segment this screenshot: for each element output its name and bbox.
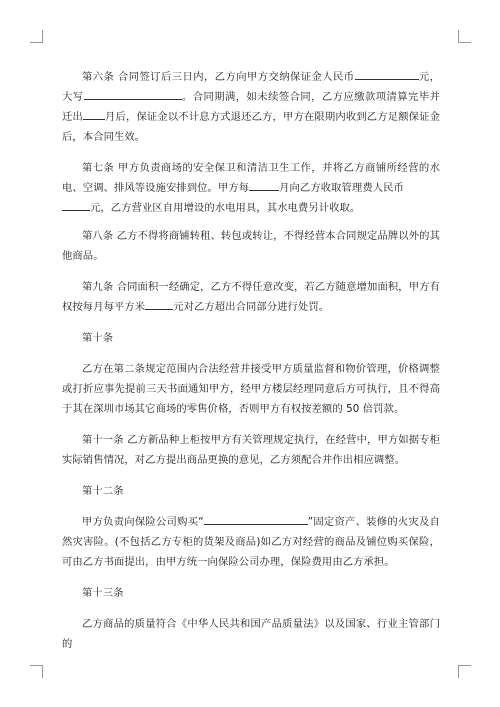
insurance-item-blank: [204, 513, 308, 525]
article-6-text-b: 元，大写: [62, 71, 441, 103]
penalty-rate-blank: [145, 298, 173, 310]
article-6-text-d: 月后，保证金以不计息方式退还乙方，甲方在限期内收到乙方足额保证金后，本合同生效。: [62, 111, 441, 143]
deposit-amount-words-blank: [84, 88, 182, 100]
article-12: [62, 512, 440, 572]
article-9-text-a: 第九条 合同面积一经确定，乙方不得任意改变，若乙方随意增加面积，甲方有权按每月每平方米: [62, 281, 440, 313]
article-7-text-b: 月向乙方收取管理费人民币: [279, 182, 404, 194]
crop-mark-top-right: [458, 30, 471, 43]
article-12-text-b: ”固定资产、装修的火灾及自然灾害险。(不包括乙方专柜的货架及商品)如乙方对经营的商品及铺位购买保险，可由乙方书面提出，由甲方统一向保险公司办理，保险费用由乙方承担。: [62, 516, 440, 568]
crop-mark-bottom-left: [30, 665, 43, 678]
management-fee-blank: [62, 199, 90, 211]
article-6: [62, 67, 440, 147]
refund-months-blank: [83, 108, 105, 120]
article-11: 第十一条 乙方新品种上柜按甲方有关管理规定执行，在经营中，甲方如据专柜实际销售情况，对乙方提出商品更换的意见，乙方须配合并作出相应调整。: [62, 434, 440, 466]
article-7: [62, 158, 440, 218]
article-13: 乙方商品的质量符合《中华人民共和国产品质量法》以及国家、行业主管部门的: [62, 618, 440, 650]
article-12-heading: 第十二条: [82, 485, 124, 497]
deposit-amount-blank: [355, 68, 419, 80]
article-9-text-b: 元对乙方超出合同部分进行处罚。: [173, 301, 330, 313]
article-6-text-a: 第六条 合同签订后三日内，乙方向甲方交纳保证金人民币: [82, 71, 355, 83]
article-13-heading: 第十三条: [82, 587, 124, 599]
fee-period-blank: [249, 179, 279, 191]
article-10: 乙方在第二条规定范围内合法经营并接受甲方质量监督和物价管理，价格调整或打折应事先提前三天书面通知甲方，经甲方楼层经理同意后方可执行，且不得高于其在深圳市场其它商场的零售价格，否则甲方有权按差额的 50 倍罚款。: [62, 363, 440, 415]
article-12-text-a: 甲方负责向保险公司购买“: [82, 516, 204, 528]
crop-mark-top-left: [30, 30, 43, 43]
article-7-text-c: 元，乙方营业区自用增设的水电用具，其水电费另计收取。: [90, 202, 361, 214]
article-9: [62, 277, 440, 317]
crop-mark-bottom-right: [458, 665, 471, 678]
article-10-heading: 第十条: [82, 332, 114, 344]
document-body: [62, 67, 440, 665]
article-8: 第八条 乙方不得将商铺转租、转包或转让，不得经营本合同规定品牌以外的其他商品。: [62, 230, 440, 262]
article-7-text-a: 第七条 甲方负责商场的安全保卫和清洁卫生工作，并将乙方商铺所经营的水电、空调、排风等设施安排到位。甲方每: [62, 162, 440, 194]
article-6-text-c: 。合同期满，如未续签合同，乙方应缴款项清算完毕并迁出: [62, 91, 440, 123]
